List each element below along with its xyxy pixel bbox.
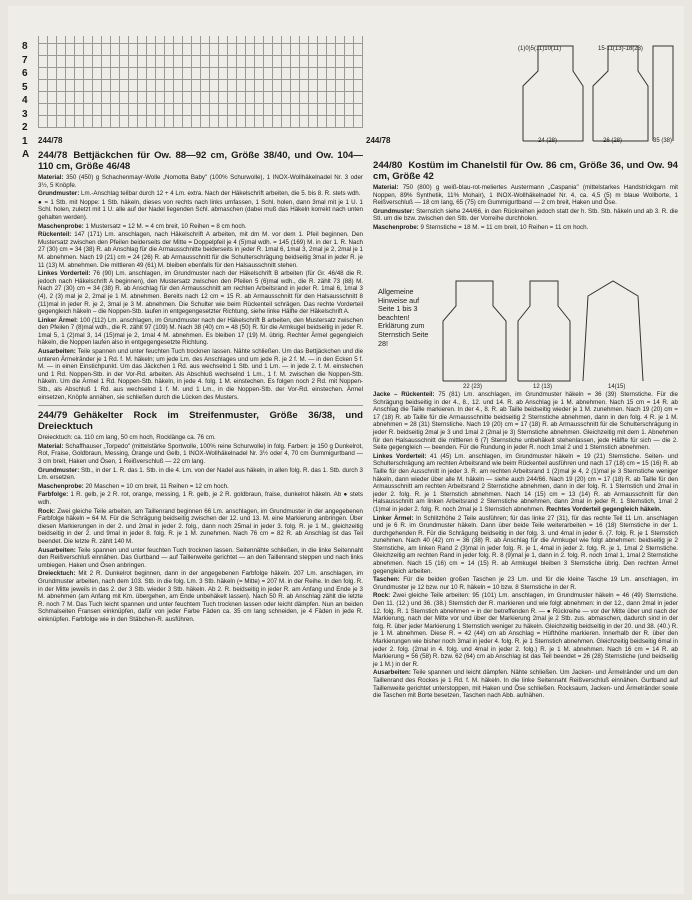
row-number: 8	[22, 41, 28, 52]
paragraph	[373, 184, 678, 207]
label: Linker Ärmel:	[38, 316, 78, 324]
text: Stb., in der 1. R. das 1. Stb. in die 4. Lm. von der Nadel aus häkeln, in allen folg. R. das 1. Stb. durch 3 Lm. ersetzen.	[38, 466, 363, 482]
paragraph	[38, 443, 363, 466]
label: Grundmuster:	[373, 207, 415, 215]
paragraph	[38, 174, 363, 189]
text: Zwei gleiche Teile arbeiten, am Taillenrand beginnen 66 Lm. anschlagen, im Grundmuster in der angegebenen Farbfolge häkeln = 64 M. Für die Schrägung beidseitig zwischen der 12. und 13. M. eine Markierung anbringen. Über diesen Markierungen in der 2. und 2mal in jeder 2. folg., dann noch 25mal in jeder 3. folg. R. je 1 M., gleichzeitig beidseitig in der 2. und 9mal in jeder 8. folg. R. je 1 M. zunehmen. Nach 76 cm = 82 R. ab Anschlag ist das Teil beendet. Die letzte R. zählt 140 M.	[38, 507, 363, 545]
schematic-outline	[523, 46, 583, 141]
general-note: Allgemeine Hinweise auf Seite 1 bis 3 beachten! Erklärung zum Sternstich Seite 28!	[378, 287, 429, 348]
chart-code: 244/78	[38, 136, 63, 145]
garment-schematic-jacket	[513, 36, 683, 146]
section-title: Kostüm im Chanelstil für Ow. 86 cm, Größe 36, und Ow. 94 cm, Größe 42	[373, 160, 678, 182]
text: Für die beiden großen Taschen je 23 Lm. und für die kleine Tasche 19 Lm. anschlagen, im Grundmuster je 12 bzw. nur 10 R. häkeln = 10 bzw. 8 Sternstiche in der R.	[373, 576, 678, 591]
crochet-chart	[38, 36, 363, 128]
section-number: 244/79	[38, 410, 68, 422]
paragraph	[373, 453, 678, 514]
paragraph	[38, 508, 363, 546]
text: Sternstich siehe 244/66, in den Rückreihen jedoch statt der h. Stb. Stb. häkeln und ab 3. R. die Stl. um die bzw. zwischen den Stb. der Vorreihe durchholen.	[373, 207, 678, 223]
paragraph	[38, 467, 363, 482]
left-column	[38, 146, 363, 624]
label: Taschen:	[373, 576, 400, 584]
chart-row-numbers	[22, 40, 29, 162]
schematic-outline	[443, 281, 506, 381]
dim-label: 22 (23)	[463, 384, 483, 390]
label: Dreiecktuch:	[38, 570, 76, 578]
label: Ausarbeiten:	[373, 669, 411, 677]
schematic-outline	[593, 46, 648, 141]
text: Das rechte Vorderteil gegengleich häkeln – die Noppen-Stb. laufen in entgegengesetzter Richtung, siehe linke Hälfte der Häkelschrift A.	[38, 300, 363, 316]
paragraph	[38, 317, 363, 347]
text: 41 (45) Lm. anschlagen, im Grundmuster häkeln = 19 (21) Sternstiche. Seiten- und Schulterschrägung am rechten Arbeitsrand wie beim Rückenteil ausführen und nach 17 (18) cm = 15 (16) R. ab Taille für den Ausschnitt in jeder 3. R. am rechten Arbeitsrand 1 (2)mal je 4, 2 (1)mal je 3 Sternstiche weniger häkeln, dann wieder über alle M. häkeln — siehe auch 244/66. Nach 19 (20) cm = 17 (18) R. ab Taille für den Armausschnitt am rechten Arbeitsrand 2 Sternstiche abnehmen, dann in der folg. R. 1 Sternstich und 2mal in jeder 2. folg. R. je 1 Sternstich abnehmen. Nach 14 (15) cm = 13 (14) R. ab Armausschnitt für den Halsausschnitt am linken Arbeitsrand 2 Sternstiche abnehmen, dann 2mal in jeder R. 1 Sternstich, 1mal 2 (1)mal in jeder 2. folg. R. noch 2mal je 1 Sternstich abnehmen.	[373, 452, 678, 513]
paragraph	[38, 223, 363, 231]
section-heading	[373, 160, 678, 182]
paragraph	[38, 547, 363, 570]
row-number: A	[22, 149, 30, 160]
dim-label: 24 (28)	[538, 138, 558, 144]
section-title: Bettjäckchen für Ow. 88—92 cm, Größe 38/40, und Ow. 104—110 cm, Größe 46/48	[38, 150, 363, 172]
label: Rock:	[373, 592, 391, 600]
text: Rechtes Vorderteil gegengleich häkeln.	[546, 505, 662, 513]
label: Maschenprobe:	[373, 223, 419, 231]
text: Dreiecktuch: ca. 110 cm lang, 50 cm hoch, Rocklänge ca. 76 cm.	[38, 434, 216, 442]
schematic-outline	[518, 281, 570, 381]
text: 76 (90) Lm. anschlagen, im Grundmuster nach der Häkelschrift B arbeiten (für Gr. 46/48 die R. jedoch nach Häkelschrift A beginnen), den Mustersatz zwischen den Pfeilen 5 (6)mal wdh., die R. zählt 73 (88) M. Nach 27 (30) cm = 34 (38) R. ab Anschlag für den Armausschnitt am rechten Arbeitsrand in jeder R. 1mal 6, 1mal 3 (4), 2 (3) mal je 2, 2mal je 1 M. abnehmen. Bereits nach 12 cm = 15 R. ab Armausschnitt für den Halsausschnitt 8 (11)mal in jeder R. je 2, 3mal je 3 M. abnehmen. Die Schulter wie beim Rückenteil schrägen.	[38, 270, 363, 308]
text: 350 (450) g Schachenmayr-Wolle „Nomotta Baby" (100% Schurwolle), 1 INOX-Wollhäkelnadel Nr. 3 oder 3½, 5 Knöpfe.	[38, 174, 363, 189]
section-title: Gehäkelter Rock im Streifenmuster, Größe 36/38, und Dreiecktuch	[38, 410, 363, 433]
paragraph	[373, 576, 678, 591]
row-number: 4	[22, 95, 28, 106]
row-number: 1	[22, 135, 28, 147]
text: 100 (112) Lm. anschlagen, im Grundmuster nach der Häkelschrift B arbeiten, den Mustersatz zwischen den Pfeilen 7 (8)mal wdh., die R. zählt 97 (109) M. Nach 38 (40) cm = 48 (50) R. für die Armkugel beidseitig in jeder R. 1mal 5, 1 (2)mal 3, 14 (15)mal je 2, 1mal 4 M. abnehmen. Es bleiben 17 (19) M. übrig.	[38, 316, 363, 339]
paragraph	[373, 515, 678, 576]
paragraph	[38, 434, 363, 442]
text: Rechter Ärmel gegengleich häkeln, die Noppen laufen also in entgegengesetzte Richtung.	[38, 331, 363, 347]
paragraph	[373, 208, 678, 223]
text: Lm.-Anschlag teilbar durch 12 + 4 Lm. extra. Nach der Häkelschrift arbeiten, die 5. bis 8. R. stets wdh.	[81, 190, 361, 198]
text: In Schlitzhöhe 2 Teile ausführen; für das linke 27 (31), für das rechte Teil 11 Lm. anschlagen und je 6 R. im Grundmuster häkeln. Dann über beide Teile weiterarbeiten = 16 (18) Sternstiche in der 1. durchgehenden R. Für die Schrägung beidseitig in der folg. 3. und 4mal in jeder 6. (7. folg. R. je 1 Sternstich zunehmen. Nach 40 (42) cm = 36 (38) R. ab Anschlag für die Armkugel wie folgt abnehmen: beidseitig je 2 Sternstiche, am linken Rand 2 (3)mal in jeder folg. R. je 1, 4mal in jeder 2. folg. R. je 1, 1mal 2 Sternstiche. Gleichzeitig am rechten Rand in jeder folg. R. 8 (9)mal je 1, dann in 2. folg. R. noch 1mal 1, 1mal 2 Sternstiche abnehmen. Nach 15 (16) cm = 14 (15) R. ab Armkugel bleiben 3 Sternstiche übrig. Den rechten Ärmel gegengleich arbeiten.	[373, 514, 678, 575]
text: ● = 1 Stb. mit Noppe: 1 Stb. häkeln, dieses von rechts nach links umfassen, 1 Schl. holen, dann 3mal mit je 1 U. 1 Schl. holen, zuletzt mit 1 U. alle auf der Nadel liegenden Schl. abmaschen (dabei muß das Häkeln korrekt nach unten gehalten werden).	[38, 198, 363, 221]
paragraph	[38, 348, 363, 401]
magazine-page	[8, 6, 684, 894]
label: Ausarbeiten:	[38, 348, 76, 356]
row-number: 6	[22, 68, 28, 79]
text: 750 (800) g weiß-blau-rot-meliertes Austermann „Caspania" (mittelstarkes Handstrickgarn mit Noppen, 89% Synthetik, 11% Mohair), 1 INOX-Wollhäkelnadel Nr. 4, ca. 4,5 (5) m blaue Wollborte, 1 Reißverschluß — 18 cm lang, 65 (75) cm Gummigurtband — 2 cm breit, Haken und Öse.	[373, 184, 678, 207]
right-column-bottom	[373, 391, 678, 701]
label: Linker Ärmel:	[373, 514, 414, 522]
label: Material:	[373, 184, 399, 191]
paragraph	[38, 199, 363, 222]
label: Linkes Vorderteil:	[373, 452, 427, 460]
label: Material:	[38, 442, 64, 450]
label: Rückenteil:	[38, 231, 72, 239]
text: Teile spannen und unter feuchten Tuch trocknen lassen. Seitennähte schließen, in die linke Seitennaht den Reißverschluß einnähen. Das Gurtband — auf Taillenweite gerichtet — an den Taillenrand steppen und nach links umbiegen. Haken und Ösen anbringen.	[38, 546, 364, 569]
label: Rock:	[38, 507, 56, 515]
dim-label: 15-11(13)-18(23)	[598, 46, 643, 52]
text: Teile spannen und unter feuchten Tuch trocknen lassen. Nähte schließen. Um das Bettjäckchen und die unteren Ärmelränder je 1 Rd. f. M. häkeln; um jede Lm. des Anschlages und um jede R. je 2 f. M. — in den Ecken 5 f. M. — in einen Einstichpunkt. Um das Jäckchen 1 Rd. aus wechselnd 1 Stb. und 1 Lm. — in jede 2. f. M. einstechen und 1 Rd. Noppen-Stb. in der Vor-Rd. arbeiten. Als Abschluß wechselnd 1 Lm., 1 f. M. zwischen die Noppen-Stb. häkeln. Um die Ärmel 1 Rd. Noppen-Stb. häkeln, in jede 4. folg. 1 M. einstechen. Es folgen noch 2 Rd. mit Noppen-Stb., als Abschluß 1 Rd. aus wechselnd 1 f. M. und 1 Lm., in die Noppen-Stb. der Vor-Rd. einstechen. Ärmel einsetzen, Knöpfe annähen, sie schließen durch die Lücken des Musters.	[38, 348, 364, 401]
text: 1 R. gelb, je 2 R. rot, orange, messing, 1 R. gelb, je 2 R. goldbraun, fraise, dunkelrot häkeln. Ab ● stets wdh.	[38, 491, 363, 506]
dim-label: 26 (28)	[603, 138, 623, 144]
dim-label: (1)0)5(11)10(11)	[518, 46, 562, 52]
row-number: 5	[22, 81, 28, 93]
section-heading	[38, 410, 363, 432]
text: Zwei gleiche Teile arbeiten: 95 (101) Lm. anschlagen, im Grundmuster häkeln = 46 (49) Sternstiche. Den 11. (12.) und 36. (38.) Sternstich der R. markieren und wie folgt abnehmen: in der 12., dann 2mal in jeder 12. folg. R. 1 Sternstich abnehmen = in der betreffenden R. — ● Rückreihe — vor der Mitte über und nach der Markierung, nach der Mitte vor und über der Markierung 2mal je 2 Stb. zus. abmaschen, dadurch sind in der folg. R. über jeder Markierung 1 Sternstich weniger zu häkeln. Gleichzeitig beidseitig in der 20. und 38. (40.) R. je 1 M. abnehmen. Diese R. = 42 (44) cm ab Anschlag = Hüfthöhe markieren. Innerhalb der R. über den Markierungen wie bisher noch 3mal in jeder 4. folg. R. je 1 Sternstich abnehmen. Gleichzeitig beidseitig 6mal in jeder 2. folg. (2mal in 4. folg. und 4mal in jeder 2. folg.) R. je 1 M. abnehmen. Nach 16 cm = 14 R. ab Markierung = 56 (58) R. bzw. 62 (64) cm ab Anschlag ist das Teil beendet = 26 (28) Sternstiche (und beidseitig je 1 M.) in der R.	[373, 592, 678, 668]
paragraph	[373, 391, 678, 452]
paragraph	[38, 491, 363, 506]
label: Grundmuster:	[38, 466, 80, 474]
divider	[38, 405, 363, 406]
label: Farbfolge:	[38, 491, 69, 499]
label: Material:	[38, 174, 64, 181]
text: Teile spannen und leicht dämpfen. Nähte schließen. Um Jacken- und Ärmelränder und um den Taillenrand des Rockes je 1 Rd. f. M. häkeln. In die linke Seitennaht Reißverschluß einnähen. Gurtband auf Taillenweite gerichtet unterstoppen, mit Haken und Öse schließen. Rocksaum, Jacken- und Ärmelränder sowie die Taschen mit Borte besetzen, Taschen nach Abb. aufnähen.	[373, 669, 678, 700]
row-number: 2	[22, 122, 28, 133]
text: Schaffhauser „Torpedo" (mittelstärke Sportwolle, 100% reine Schurwolle) in folg. Farben: je 150 g Dunkelrot, Rot, Fraise, Goldbraun, Messing, Orange und Gelb, 1 INOX-Wollhäkelnadel Nr. 3½ oder 4, 70 cm Gummigurtband — 3 cm breit, Haken und Ösen, 1 Reißverschluß — 22 cm lang.	[38, 442, 363, 465]
paragraph	[373, 592, 678, 668]
row-number: 7	[22, 54, 28, 66]
dim-label: 12 (13)	[533, 384, 553, 390]
text: 75 (81) Lm. anschlagen, im Grundmuster häkeln = 36 (39) Sternstiche. Für die Schrägung beidseitig in der 4., 8., 12. und 14. R. ab Anschlag je 1 M. abnehmen. Nach 15 cm = 14 R. ab Anschlag die Taille markieren. In der 4., 8. R. ab Taille beidseitig wieder je 1 M. zunehmen. Nach 19 (20) cm = 17 (18) R. ab Taille für die Armausschnitte beidseitig 2 Sternstiche abnehmen, dann in den folg. 4 R. je 1 M. abnehmen = 28 (31) Sternstiche. Nach 19 (20) cm = 17 (18) R. ab Armausschnitt für die Schulterschrägung in jeder R. beidseitig 2mal je 3 und 1mal 2 (2mal je 3) Sternstiche abnehmen. Gleichzeitig mit dem 1. Abnehmen für den Halsausschnitt die mittleren 6 (7) Sternstiche unbehäkelt stehenlassen, jede Hälfte für sich — die 2. Seite gegengleich — beenden. Für die Rundung in jeder R. noch 1mal 2 und 1 Sternstich abnehmen.	[373, 391, 678, 452]
paragraph	[38, 231, 363, 269]
right-column-top	[373, 156, 678, 233]
label: Maschenprobe:	[38, 222, 84, 230]
paragraph	[38, 190, 363, 198]
text: 147 (171) Lm. anschlagen, nach Häkelschrift A arbeiten, mit dm M. vor dem 1. Pfeil beginnen. Den Mustersatz zwischen den Pfeilen beiderseits der Mitte = Doppelpfeil je 4 (5)mal wdh. = 145 (169) M. in der 1. R. Nach 27 (30) cm = 34 (38) R. ab Anschlag für die Armausschnitte beiderseits in jeder R. 1mal 6, 1mal 3, 2mal je 2, 2mal je 1 M. abnehmen. Nach 19 (21) cm = 24 (26) R. ab Armausschnitt für die Schulterschrägung beidseitig 3mal in jeder R. je 11 (13) M. abnehmen. Die mittleren 49 (61) M. bleiben ebenfalls für den Halsausschnitt stehen.	[38, 231, 363, 269]
label: Linkes Vorderteil:	[38, 270, 91, 278]
row-number: 3	[22, 108, 28, 120]
paragraph	[38, 270, 363, 316]
text: 9 Sternstiche = 18 M. = 11 cm breit, 10 Reihen = 11 cm hoch.	[420, 223, 589, 231]
text: Mit 2 R. Dunkelrot beginnen, dann in der angegebenen Farbfolge häkeln. 207 Lm. anschlagen, im Grundmuster arbeiten, nach dem 103. Stb. in die folg. Lm. 3 Stb. häkeln (= Mitte) = 207 M. in der Reihe. In den folg. R. in der Mitte jeweils in das 2. der 3 Stb. wieder 3 Stb. häkeln. Ab 2. R. beidseitig in jeder R. am Anfang und Ende je 3 M. abnehmen (am Anfang mit Km. übergehen, am Ende unbehäkelt lassen). Nach 50 R. ab Anschlag zählt die letzte R. noch 7 M. Das Tuch leicht spannen und unter feuchtem Tuch trocknen lassen oder leicht dämpfen. Nun an beiden Schmalseiten Fransen einknüpfen, dafür von jeder Farbe Fäden ca. 35 cm lang schneiden, je 4 Fäden in jede R. einknüpfen. Farbfolge wie in den Stäbchen-R. ausführen.	[38, 570, 363, 623]
label: Grundmuster:	[38, 190, 80, 198]
schematic-outline	[583, 281, 643, 381]
section-number: 244/78	[38, 150, 68, 161]
paragraph	[38, 570, 363, 623]
chart-code-right: 244/78	[366, 136, 391, 145]
dim-label: 35 (38)	[653, 138, 673, 144]
garment-schematic-kostuem	[438, 276, 683, 386]
text: 1 Mustersatz = 12 M. = 4 cm breit, 10 Reihen = 8 cm hoch.	[85, 222, 247, 230]
schematic-outline	[653, 46, 673, 141]
label: Jacke – Rückenteil:	[373, 391, 435, 398]
paragraph	[373, 224, 678, 232]
section-heading	[38, 150, 363, 172]
label: Ausarbeiten:	[38, 546, 76, 554]
label: Maschenprobe:	[38, 482, 84, 490]
text: 20 Maschen = 10 cm breit, 11 Reihen = 12 cm hoch.	[85, 482, 229, 490]
section-number: 244/80	[373, 160, 403, 171]
dim-label: 14(15)	[608, 384, 626, 390]
paragraph	[38, 483, 363, 491]
paragraph	[373, 669, 678, 699]
